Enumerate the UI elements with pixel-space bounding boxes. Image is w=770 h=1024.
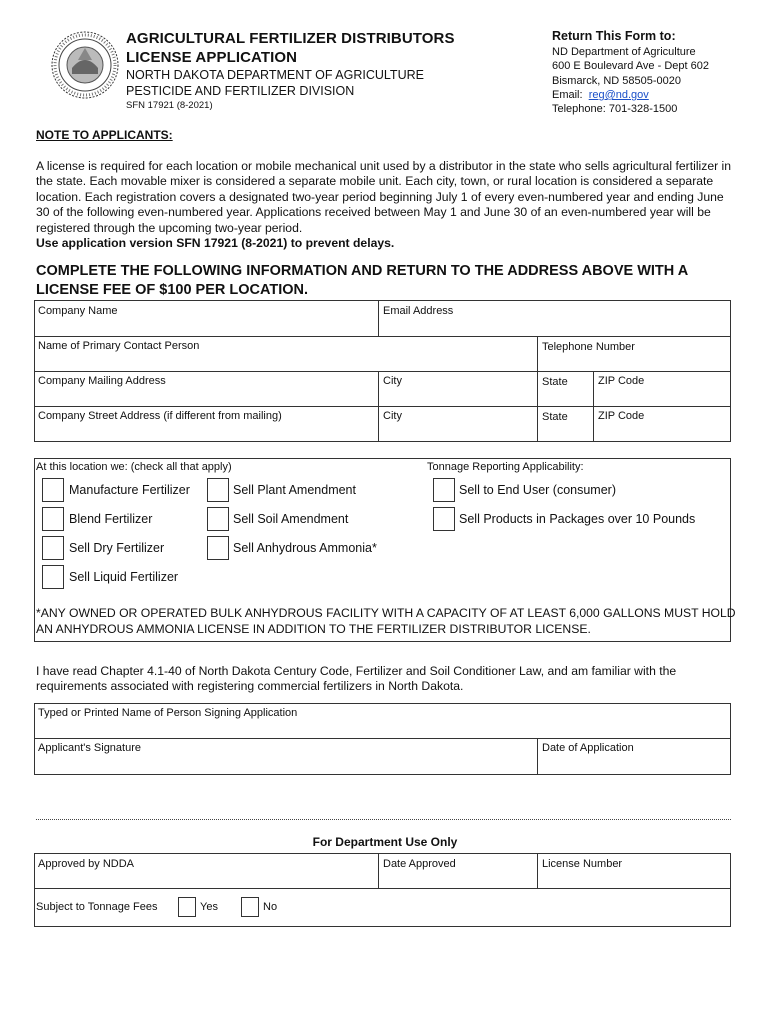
blend-fertilizer-label: Blend Fertilizer xyxy=(69,512,153,526)
mailing-address-field[interactable]: Company Mailing Address xyxy=(38,375,166,387)
street-city-field[interactable]: City xyxy=(383,410,402,422)
tonnage-no-checkbox[interactable] xyxy=(241,897,259,917)
form-title: AGRICULTURAL FERTILIZER DISTRIBUTORS LICENSE APPLICATION xyxy=(126,30,455,66)
sell-plant-amendment-label: Sell Plant Amendment xyxy=(233,483,356,497)
certification-statement: I have read Chapter 4.1-40 of North Dakota Century Code, Fertilizer and Soil Conditioner Law, and am familiar with the requirements associated with registering commercial fertilizers in North Dakota. xyxy=(36,664,677,694)
tonnage-heading: Tonnage Reporting Applicability: xyxy=(427,461,584,473)
email-address-field[interactable]: Email Address xyxy=(383,305,454,317)
street-address-field[interactable]: Company Street Address (if different from mailing) xyxy=(38,410,282,422)
mailing-zip-field[interactable]: ZIP Code xyxy=(598,375,645,387)
note-heading: NOTE TO APPLICANTS: xyxy=(36,128,173,142)
department-use-heading: For Department Use Only xyxy=(312,835,458,849)
sell-liquid-fertilizer-checkbox[interactable] xyxy=(42,565,64,589)
manufacture-fertilizer-label: Manufacture Fertilizer xyxy=(69,483,190,497)
sell-anhydrous-ammonia-label: Sell Anhydrous Ammonia* xyxy=(233,541,377,555)
sell-packages-label: Sell Products in Packages over 10 Pounds xyxy=(459,512,696,526)
form-number: SFN 17921 (8-2021) xyxy=(126,100,213,111)
anhydrous-warning: *ANY OWNED OR OPERATED BULK ANHYDROUS FACILITY WITH A CAPACITY OF AT LEAST 6,000 GALLONS MUST HOLD AN ANHYDROUS AMMONIA LICENSE IN ADDITION TO THE FERTILIZER DISTRIBUTOR LICENSE. xyxy=(36,606,736,636)
email-link[interactable]: reg@nd.gov xyxy=(588,88,649,101)
sell-soil-amendment-checkbox[interactable] xyxy=(207,507,229,531)
approved-by-field[interactable]: Approved by NDDA xyxy=(38,858,134,870)
instruction-heading: COMPLETE THE FOLLOWING INFORMATION AND RETURN TO THE ADDRESS ABOVE WITH A LICENSE FEE OF $100 PER LOCATION. xyxy=(36,263,688,298)
mailing-city-field[interactable]: City xyxy=(383,375,402,387)
date-approved-field[interactable]: Date Approved xyxy=(383,858,456,870)
sell-packages-checkbox[interactable] xyxy=(433,507,455,531)
street-zip-field[interactable]: ZIP Code xyxy=(598,410,645,422)
north-dakota-seal-icon xyxy=(50,30,120,100)
street-state-field[interactable]: State xyxy=(542,411,568,423)
tonnage-no-label: No xyxy=(263,901,278,913)
sell-dry-fertilizer-label: Sell Dry Fertilizer xyxy=(69,541,165,555)
divider xyxy=(36,819,731,820)
primary-contact-field[interactable]: Name of Primary Contact Person xyxy=(38,340,200,352)
mailing-state-field[interactable]: State xyxy=(542,376,568,388)
sell-dry-fertilizer-checkbox[interactable] xyxy=(42,536,64,560)
manufacture-fertilizer-checkbox[interactable] xyxy=(42,478,64,502)
printed-name-field[interactable]: Typed or Printed Name of Person Signing Application xyxy=(38,707,298,719)
department-name: NORTH DAKOTA DEPARTMENT OF AGRICULTURE PESTICIDE AND FERTILIZER DIVISION xyxy=(126,68,424,98)
tonnage-fees-label: Subject to Tonnage Fees xyxy=(36,901,158,913)
sell-plant-amendment-checkbox[interactable] xyxy=(207,478,229,502)
sell-liquid-fertilizer-label: Sell Liquid Fertilizer xyxy=(69,570,179,584)
license-number-field[interactable]: License Number xyxy=(542,858,623,870)
sell-soil-amendment-label: Sell Soil Amendment xyxy=(233,512,349,526)
company-name-field[interactable]: Company Name xyxy=(38,305,118,317)
note-body: A license is required for each location or mobile mechanical unit used by a distributor in the state who sells agricultural fertilizer in the state. Each movable mixer is considered a separate mobile unit. Each city, town, or rural location is considered a separate location. Each registration covers a designated two-year period beginning July 1 of every even-numbered year and ending June 30 of the following even-numbered year. Applications received between May 1 and June 30 of an even-numbered year will be registered through the upcoming two-year period. Use application version SFN 17921 (8-2021) to prevent delays. xyxy=(36,159,732,251)
tonnage-yes-checkbox[interactable] xyxy=(178,897,196,917)
sell-to-end-user-checkbox[interactable] xyxy=(433,478,455,502)
date-of-application-field[interactable]: Date of Application xyxy=(542,742,634,754)
activities-heading: At this location we: (check all that apply) xyxy=(36,461,232,473)
applicant-signature-field[interactable]: Applicant's Signature xyxy=(38,742,141,754)
sell-to-end-user-label: Sell to End User (consumer) xyxy=(459,483,617,497)
blend-fertilizer-checkbox[interactable] xyxy=(42,507,64,531)
telephone-field[interactable]: Telephone Number xyxy=(542,341,635,353)
return-address: ND Department of Agriculture 600 E Boulevard Ave - Dept 602 Bismarck, ND 58505-0020 Email: reg@nd.gov Telephone: 701-328-1500 xyxy=(552,46,709,116)
return-to-heading: Return This Form to: xyxy=(552,29,676,43)
tonnage-yes-label: Yes xyxy=(200,901,218,913)
sell-anhydrous-ammonia-checkbox[interactable] xyxy=(207,536,229,560)
